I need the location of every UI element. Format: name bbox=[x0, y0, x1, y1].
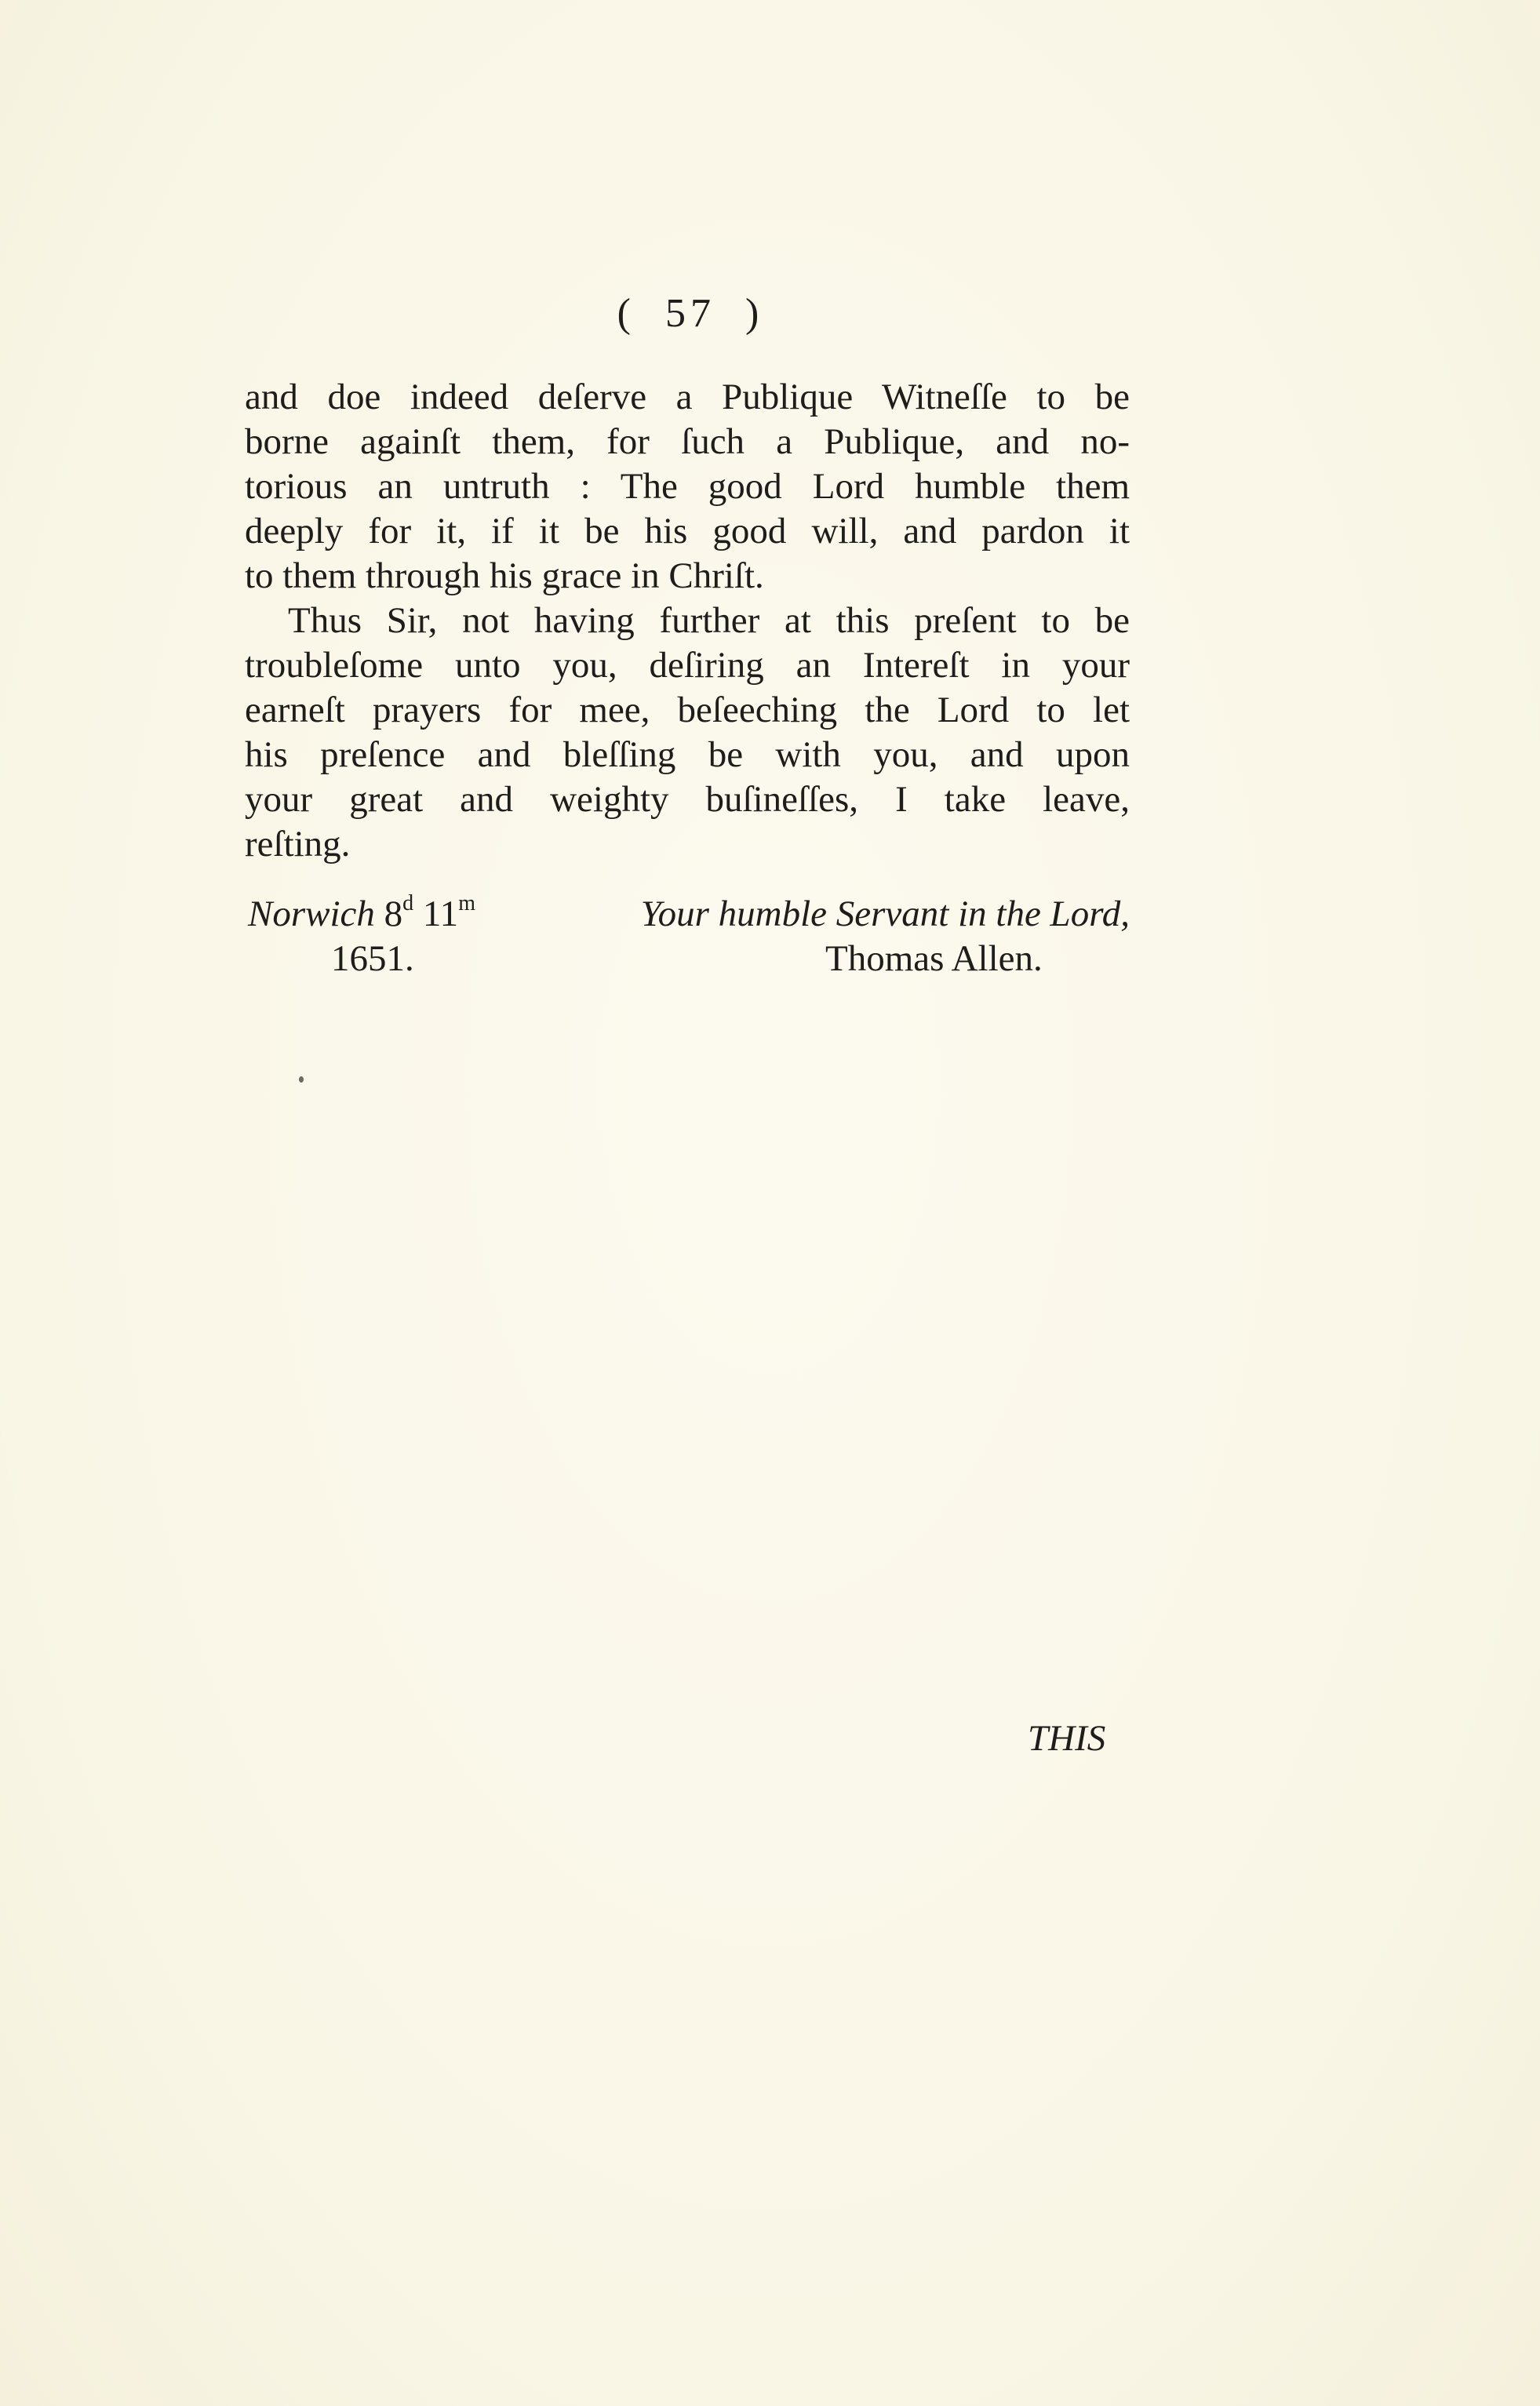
text-line: troubleſome unto you, deſiring an Intereſt in your bbox=[245, 645, 1130, 686]
text-line: borne againſt them, for ſuch a Publique, and no- bbox=[245, 421, 1130, 462]
page-number-value: 57 bbox=[665, 291, 715, 336]
text-line: reſting. bbox=[245, 824, 351, 864]
letter-signature: Thomas Allen. bbox=[825, 938, 1043, 979]
page-number bbox=[581, 290, 800, 337]
letter-place-date bbox=[248, 892, 475, 936]
text-line: to them through his grace in Chriſt. bbox=[245, 555, 764, 596]
letter-salutation: Your humble Servant in the Lord, bbox=[640, 894, 1130, 934]
text-line: torious an untruth : The good Lord humble them bbox=[245, 466, 1130, 507]
catchword: THIS bbox=[1028, 1718, 1106, 1759]
letter-year: 1651. bbox=[331, 938, 414, 979]
page-number-close-paren: ) bbox=[745, 291, 764, 336]
text-line: your great and weighty buſineſſes, I take leave, bbox=[245, 779, 1130, 820]
page-number-open-paren: ( bbox=[617, 291, 635, 336]
text-line: and doe indeed deſerve a Publique Witneſſe to be bbox=[245, 377, 1130, 417]
letter-place: Norwich bbox=[248, 894, 375, 934]
letter-month: 11$^m$ bbox=[422, 891, 475, 934]
text-line: deeply for it, if it be his good will, and pardon it bbox=[245, 511, 1130, 551]
text-line: earneſt prayers for mee, beſeeching the Lord to let bbox=[245, 690, 1130, 730]
letter-day: 8$^d$ bbox=[384, 891, 414, 934]
paper-speck bbox=[299, 1076, 304, 1083]
text-line: his preſence and bleſſing be with you, and upon bbox=[245, 734, 1130, 775]
text-line: Thus Sir, not having further at this preſent to be bbox=[288, 600, 1130, 641]
